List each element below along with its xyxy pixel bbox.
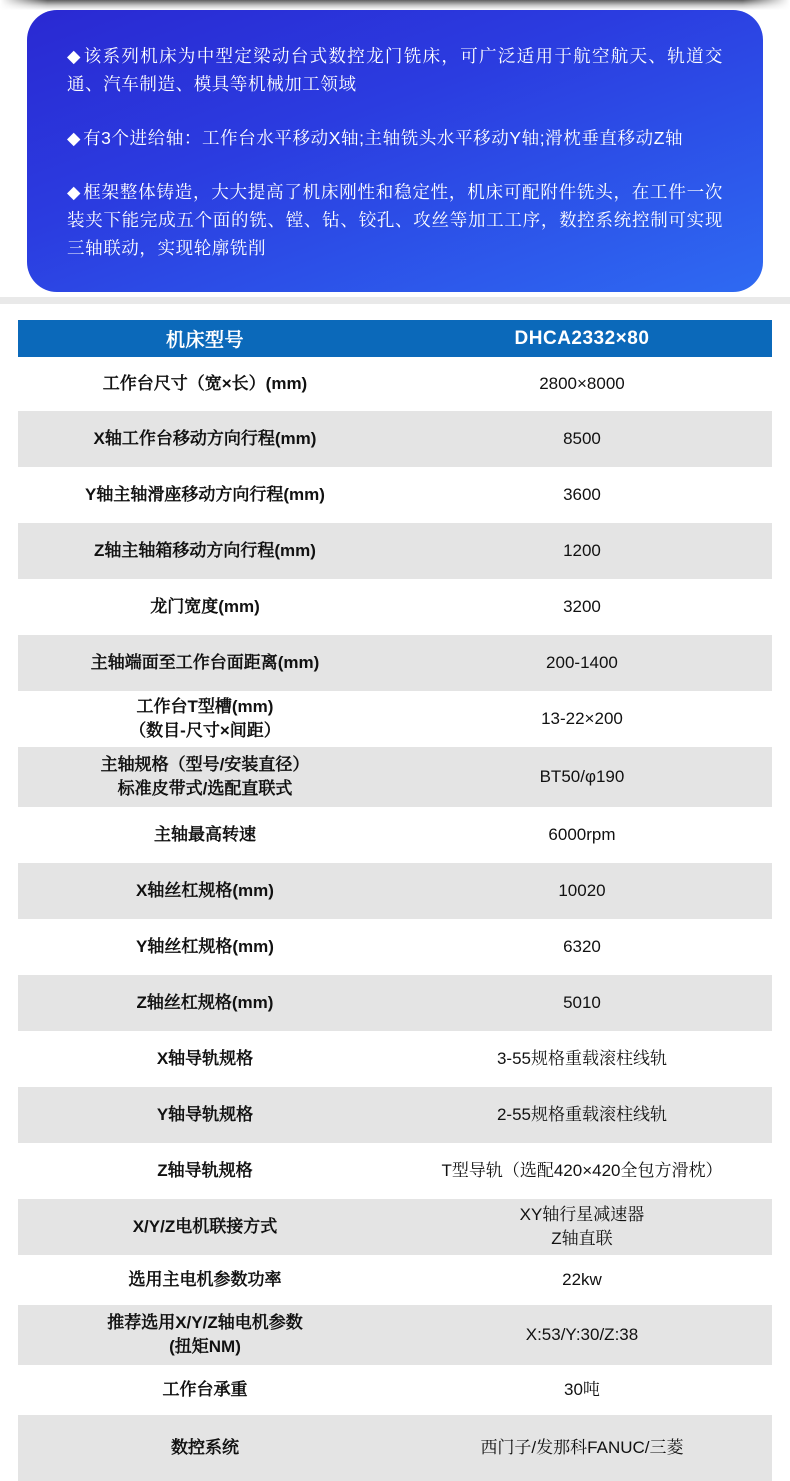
spec-table [18,320,772,1481]
table-row [18,357,772,411]
header-model-value: DHCA2332×80 [514,327,650,349]
spec-value: T型导轨（选配420×420全包方滑枕） [441,1161,723,1180]
spec-value: 30吨 [564,1380,600,1399]
spec-value: 200-1400 [546,653,618,672]
spec-value: 2-55规格重载滚柱线轨 [496,1105,667,1124]
diamond-bullet-icon: ◆ [67,46,82,66]
table-row [18,579,772,635]
spec-label: 数控系统 [170,1438,239,1457]
spec-label: X/Y/Z电机联接方式 [132,1217,278,1236]
spec-value: 西门子/发那科FANUC/三菱 [480,1438,684,1457]
spec-value: 3-55规格重载滚柱线轨 [496,1049,667,1068]
feature-text: 该系列机床为中型定梁动台式数控龙门铣床，可广泛适用于航空航天、轨道交通、汽车制造、模具等机械加工领域 [67,46,723,94]
spec-value: 1200 [563,541,601,560]
spec-label: 选用主电机参数功率 [128,1270,282,1289]
table-row [18,1031,772,1087]
spec-label: X轴丝杠规格(mm) [136,881,274,900]
spec-label: 主轴规格（型号/安装直径） 标准皮带式/选配直联式 [100,755,310,798]
feature-text: 有3个进给轴：工作台水平移动X轴;主轴铣头水平移动Y轴;滑枕垂直移动Z轴 [83,128,684,148]
table-row [18,919,772,975]
spec-value: 22kw [562,1270,602,1289]
table-row [18,1087,772,1143]
spec-value: BT50/φ190 [539,767,625,786]
spec-label: 龙门宽度(mm) [150,597,260,616]
spec-label: 主轴最高转速 [153,825,256,844]
feature-item [67,42,723,98]
spec-value: 6000rpm [548,825,616,844]
table-row [18,863,772,919]
header-model-label: 机床型号 [165,330,244,351]
table-row [18,1255,772,1305]
spec-label: Y轴主轴滑座移动方向行程(mm) [85,485,325,504]
spec-value: X:53/Y:30/Z:38 [525,1325,639,1344]
table-row [18,1415,772,1481]
spec-label: Z轴导轨规格 [157,1161,253,1180]
table-row [18,1305,772,1365]
intro-panel [27,10,763,292]
table-row [18,635,772,691]
spec-value: 2800×8000 [539,374,625,393]
spec-value: 10020 [558,881,606,900]
spec-value: 13-22×200 [541,709,623,728]
feature-item [67,124,723,152]
table-row [18,807,772,863]
table-row [18,1143,772,1199]
spec-label: 工作台T型槽(mm) （数目-尺寸×间距） [129,697,281,740]
top-shadow [0,0,790,10]
spec-value: 8500 [563,429,601,448]
table-row [18,747,772,807]
spec-label: Z轴主轴箱移动方向行程(mm) [94,541,316,560]
table-row [18,975,772,1031]
table-row [18,411,772,467]
diamond-bullet-icon: ◆ [67,128,82,148]
spec-label: 工作台承重 [162,1380,248,1399]
spec-label: X轴工作台移动方向行程(mm) [93,429,317,448]
section-divider [0,297,790,304]
spec-label: Z轴丝杠规格(mm) [136,993,274,1012]
feature-item [67,178,723,262]
table-row [18,1199,772,1255]
spec-value: 6320 [563,937,601,956]
table-row [18,691,772,747]
spec-value: XY轴行星减速器 Z轴直联 [519,1205,645,1248]
spec-value: 3600 [563,485,601,504]
spec-label: 主轴端面至工作台面距离(mm) [90,653,320,672]
table-row [18,523,772,579]
table-row [18,1365,772,1415]
spec-label: 工作台尺寸（宽×长）(mm) [102,374,308,393]
table-row [18,467,772,523]
feature-text: 框架整体铸造，大大提高了机床刚性和稳定性，机床可配附件铣头，在工件一次装夹下能完成五个面的铣、镗、钻、铰孔、攻丝等加工工序，数控系统控制可实现三轴联动，实现轮廓铣削 [67,182,724,258]
spec-table-rows [18,357,772,1481]
spec-value: 3200 [563,597,601,616]
spec-label: Y轴导轨规格 [156,1105,254,1124]
spec-label: X轴导轨规格 [156,1049,254,1068]
spec-value: 5010 [563,993,601,1012]
spec-label: Y轴丝杠规格(mm) [136,937,274,956]
spec-label: 推荐选用X/Y/Z轴电机参数 (扭矩NM) [107,1313,303,1356]
table-header [18,320,772,357]
diamond-bullet-icon: ◆ [67,182,82,202]
